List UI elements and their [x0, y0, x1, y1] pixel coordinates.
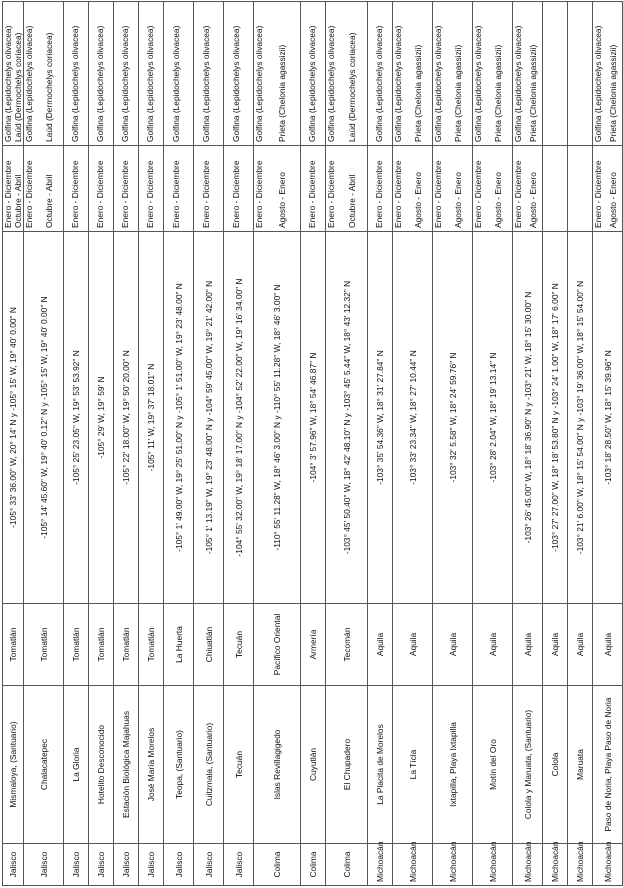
season-entry: Enero - Diciembre	[231, 160, 242, 228]
species-cell	[301, 2, 326, 146]
municipality-cell: Tecomán	[326, 604, 368, 686]
season-entry: Enero - Diciembre	[374, 160, 384, 228]
species-entry: Prieta (Chelonia agassizii)	[452, 44, 463, 142]
species-cell	[64, 2, 89, 146]
species-entry: Prieta (Chelonia agassizii)	[527, 44, 538, 142]
season-cell	[543, 146, 568, 232]
state-cell: Jalisco	[24, 844, 64, 886]
coordinates-cell: -103° 28' 2.04" W, 18° 19' 13.14" N	[473, 232, 513, 604]
species-entry: Golfina (Lepidochelys olivacea)	[513, 25, 523, 142]
season-entry: Enero - Diciembre	[326, 160, 336, 228]
season-cell	[568, 146, 593, 232]
site-cell: Maruata	[568, 686, 593, 844]
season-entry: Agosto - Enero	[452, 172, 463, 228]
municipality-cell: Aquila	[513, 604, 543, 686]
state-cell: Jalisco	[194, 844, 224, 886]
site-cell: Estación Biológica Majahuas	[114, 686, 139, 844]
municipality-cell: Tomatlán	[89, 604, 114, 686]
species-entry: Golfina (Lepidochelys olivacea)	[254, 25, 264, 142]
table-row	[393, 2, 433, 886]
table-row	[593, 2, 623, 886]
species-cell	[3, 2, 24, 146]
table-row	[543, 2, 568, 886]
coordinates-cell: -110° 55' 11.28" W, 18° 46' 3.00" N y -110° 55' 11.28" W, 18° 46' 3.00" N	[254, 232, 301, 604]
coordinates-cell: -103° 45' 50.40" W, 18° 42' 48.10" N y -103° 45' 5.44" W, 18° 43' 12.32" N	[326, 232, 368, 604]
state-cell: Jalisco	[64, 844, 89, 886]
species-entry: Golfina (Lepidochelys olivacea)	[70, 25, 80, 142]
state-cell: Jalisco	[3, 844, 24, 886]
season-entry: Agosto - Enero	[492, 172, 503, 228]
species-cell	[24, 2, 64, 146]
municipality-cell: Pacífico Oriental	[254, 604, 301, 686]
season-entry: Agosto - Enero	[527, 172, 538, 228]
season-entry: Enero - Diciembre	[513, 160, 523, 228]
species-entry: Golfina (Lepidochelys olivacea)	[231, 25, 242, 142]
coordinates-cell: -105° 1' 13.19" W, 19° 23' 48.00" N y -104° 59' 45.00" W, 19° 21' 42.00" N	[194, 232, 224, 604]
table-row	[194, 2, 224, 886]
table-row	[64, 2, 89, 886]
state-cell: Michoacán	[543, 844, 568, 886]
municipality-cell: Aquila	[473, 604, 513, 686]
season-entry: Enero - Diciembre	[393, 160, 403, 228]
season-cell	[473, 146, 513, 232]
species-cell	[433, 2, 473, 146]
season-cell	[89, 146, 114, 232]
table-row	[473, 2, 513, 886]
season-entry: Enero - Diciembre	[171, 160, 182, 228]
state-cell: Colima	[301, 844, 326, 886]
season-cell	[326, 146, 368, 232]
season-entry: Enero - Diciembre	[201, 160, 212, 228]
species-cell	[89, 2, 114, 146]
species-entry: Prieta (Chelonia agassizii)	[492, 44, 503, 142]
site-cell: Teopa, (Santuario)	[164, 686, 194, 844]
table-row	[433, 2, 473, 886]
site-cell: Ixtapilla, Playa Ixtapilla	[433, 686, 473, 844]
season-entry: Agosto - Enero	[412, 172, 423, 228]
table-row	[326, 2, 368, 886]
season-cell	[114, 146, 139, 232]
species-cell	[224, 2, 254, 146]
municipality-cell: Aquila	[368, 604, 393, 686]
table-row	[89, 2, 114, 886]
season-entry: Enero - Diciembre	[95, 160, 105, 228]
season-cell	[164, 146, 194, 232]
coordinates-cell: -103° 32' 5.58" W, 18° 24' 59.76" N	[433, 232, 473, 604]
season-cell	[224, 146, 254, 232]
season-entry: Octubre - Abril	[43, 174, 54, 228]
species-entry: Golfina (Lepidochelys olivacea)	[433, 25, 443, 142]
turtle-nesting-sites-table	[2, 1, 623, 886]
species-cell	[194, 2, 224, 146]
municipality-cell: Aquila	[568, 604, 593, 686]
site-cell: La Tícla	[393, 686, 433, 844]
coordinates-cell: -103° 35' 54.36" W, 18° 31' 27.84" N	[368, 232, 393, 604]
species-entry: Golfina (Lepidochelys olivacea)	[95, 25, 105, 142]
season-cell	[368, 146, 393, 232]
season-cell	[433, 146, 473, 232]
species-entry: Golfina (Lepidochelys olivacea)	[326, 25, 336, 142]
municipality-cell: Tomatlán	[114, 604, 139, 686]
coordinates-cell: -103° 27' 27.00" W, 18° 18' 53.80" N y -103° 24' 1.00" W, 18° 17' 6.00" N	[543, 232, 568, 604]
site-cell: Tecuán	[224, 686, 254, 844]
season-entry: Enero - Diciembre	[593, 160, 603, 228]
site-cell: Paso de Noria, Playa Paso de Noria	[593, 686, 623, 844]
species-entry: Golfina (Lepidochelys olivacea)	[145, 25, 155, 142]
species-entry: Golfina (Lepidochelys olivacea)	[393, 25, 403, 142]
season-cell	[24, 146, 64, 232]
municipality-cell: Tomatlán	[139, 604, 164, 686]
species-cell	[513, 2, 543, 146]
site-cell: Chalacatepec	[24, 686, 64, 844]
coordinates-cell: -105° 1' 49.00" W, 19° 25' 51.00" N y -105° 1' 51.00" W, 19° 23' 48.00" N	[164, 232, 194, 604]
species-entry: Golfina (Lepidochelys olivacea)	[374, 25, 384, 142]
site-cell: Colola	[543, 686, 568, 844]
species-cell	[139, 2, 164, 146]
table-row	[164, 2, 194, 886]
season-entry: Octubre - Abril	[346, 174, 357, 228]
species-entry: Laúd (Dermochelys coriacea)	[43, 32, 54, 142]
state-cell: Michoacán	[513, 844, 543, 886]
state-cell: Jalisco	[114, 844, 139, 886]
state-cell: Michoacán	[368, 844, 393, 886]
site-cell: José María Morelos	[139, 686, 164, 844]
coordinates-cell: -103° 33' 23.34" W, 18° 27' 10.44" N	[393, 232, 433, 604]
species-cell	[368, 2, 393, 146]
site-cell: Motín del Oro	[473, 686, 513, 844]
season-cell	[513, 146, 543, 232]
species-cell	[473, 2, 513, 146]
municipality-cell: Tomatlán	[24, 604, 64, 686]
season-cell	[593, 146, 623, 232]
season-cell	[301, 146, 326, 232]
season-entry: Enero - Diciembre	[433, 160, 443, 228]
species-cell	[593, 2, 623, 146]
species-cell	[393, 2, 433, 146]
site-cell: Cuyutlán	[301, 686, 326, 844]
municipality-cell: Tomatlán	[64, 604, 89, 686]
season-entry: Enero - Diciembre	[145, 160, 155, 228]
species-cell	[326, 2, 368, 146]
season-cell	[3, 146, 24, 232]
municipality-cell: Aquila	[433, 604, 473, 686]
site-cell: Colola y Maruata, (Santuario)	[513, 686, 543, 844]
coordinates-cell: -105° 22' 18.00" W, 19° 50' 20.00" N	[114, 232, 139, 604]
site-cell: Mismaloya, (Santuario)	[3, 686, 24, 844]
species-cell	[568, 2, 593, 146]
coordinates-cell: -105° 29' W, 19° 59' N	[89, 232, 114, 604]
coordinates-cell: -103° 18' 28.50" W, 18° 15' 39.96" N	[593, 232, 623, 604]
season-cell	[254, 146, 301, 232]
species-entry: Golfina (Lepidochelys olivacea)	[120, 25, 130, 142]
municipality-cell: Chiuatlán	[194, 604, 224, 686]
species-entry: Prieta (Chelonia agassizii)	[607, 44, 618, 142]
season-entry: Enero - Diciembre	[120, 160, 130, 228]
municipality-cell: Armería	[301, 604, 326, 686]
coordinates-cell: -105° 33' 36.00" W, 20° 14' N y -105° 15' W, 19° 40' 0.00" N	[3, 232, 24, 604]
species-entry: Golfina (Lepidochelys olivacea)	[473, 25, 483, 142]
species-entry: Prieta (Chelonia agassizii)	[277, 44, 287, 142]
table-row	[568, 2, 593, 886]
municipality-cell: Tecuán	[224, 604, 254, 686]
season-entry: Enero - Diciembre	[3, 160, 13, 228]
season-cell	[393, 146, 433, 232]
table-row	[301, 2, 326, 886]
coordinates-cell: -105° 14' 45.60" W, 19° 40' 0.12" N y -105° 15' W, 19° 40' 0.00" N	[24, 232, 64, 604]
municipality-cell: Tomatlán	[3, 604, 24, 686]
state-cell: Jalisco	[164, 844, 194, 886]
season-entry: Enero - Diciembre	[70, 160, 80, 228]
season-entry: Agosto - Enero	[277, 172, 287, 228]
table-row	[224, 2, 254, 886]
state-cell: Jalisco	[89, 844, 114, 886]
municipality-cell: Aquila	[593, 604, 623, 686]
species-cell	[543, 2, 568, 146]
table-row	[139, 2, 164, 886]
species-cell	[114, 2, 139, 146]
state-cell: Michoacán	[473, 844, 513, 886]
coordinates-cell: -104° 3' 57.96" W, 18° 54' 46.87" N	[301, 232, 326, 604]
table-row	[114, 2, 139, 886]
coordinates-cell: -105° 25' 23.05" W, 19° 53' 53.92" N	[64, 232, 89, 604]
species-entry: Laúd (Dermochelys coriacea)	[13, 32, 23, 142]
species-cell	[164, 2, 194, 146]
season-entry: Enero - Diciembre	[307, 160, 317, 228]
season-entry: Enero - Diciembre	[473, 160, 483, 228]
table-row	[24, 2, 64, 886]
season-entry: Agosto - Enero	[607, 172, 618, 228]
season-cell	[194, 146, 224, 232]
municipality-cell: La Huerta	[164, 604, 194, 686]
state-cell: Jalisco	[224, 844, 254, 886]
season-entry: Enero - Diciembre	[254, 160, 264, 228]
state-cell: Colima	[254, 844, 301, 886]
species-entry: Golfina (Lepidochelys olivacea)	[593, 25, 603, 142]
species-entry: Golfina (Lepidochelys olivacea)	[171, 25, 182, 142]
site-cell: Cuitzmala, (Santuario)	[194, 686, 224, 844]
species-cell	[254, 2, 301, 146]
table-row	[368, 2, 393, 886]
season-entry: Enero - Diciembre	[24, 160, 34, 228]
table-row	[3, 2, 24, 886]
season-cell	[64, 146, 89, 232]
season-cell	[139, 146, 164, 232]
municipality-cell: Aquila	[393, 604, 433, 686]
coordinates-cell: -103° 21' 6.00" W, 18° 15' 54.00" N y -103° 19' 36.00" W, 18° 15' 54.00" N	[568, 232, 593, 604]
site-cell: Hotelito Desconocido	[89, 686, 114, 844]
species-entry: Golfina (Lepidochelys olivacea)	[3, 25, 13, 142]
state-cell: Michoacán	[593, 844, 623, 886]
species-entry: Laúd (Dermochelys coriacea)	[346, 32, 357, 142]
coordinates-cell: -103° 26' 45.00" W, 18° 18' 36.90" N y -103° 21' W, 18° 15' 30.00" N	[513, 232, 543, 604]
site-cell: La Gloria	[64, 686, 89, 844]
state-cell: Jalisco	[139, 844, 164, 886]
state-cell: Michoacán	[393, 844, 433, 886]
site-cell: Islas Revillagigedo	[254, 686, 301, 844]
species-entry: Golfina (Lepidochelys olivacea)	[307, 25, 317, 142]
site-cell: La Placita de Morelos	[368, 686, 393, 844]
site-cell: El Chupadero	[326, 686, 368, 844]
state-cell: Colima	[326, 844, 368, 886]
species-entry: Prieta (Chelonia agassizii)	[412, 44, 423, 142]
state-cell: Michoacán	[568, 844, 593, 886]
species-entry: Golfina (Lepidochelys olivacea)	[24, 25, 34, 142]
municipality-cell: Aquila	[543, 604, 568, 686]
state-cell: Michoacán	[433, 844, 473, 886]
season-entry: Octubre - Abril	[13, 174, 23, 228]
table-row	[513, 2, 543, 886]
coordinates-cell: -105° 11' W, 19° 37' 18.01" N	[139, 232, 164, 604]
table-row	[254, 2, 301, 886]
coordinates-cell: -104° 55' 32.00" W, 19° 18' 17.00" N y -104° 52' 22.00" W, 19° 16' 34.00" N	[224, 232, 254, 604]
species-entry: Golfina (Lepidochelys olivacea)	[201, 25, 212, 142]
